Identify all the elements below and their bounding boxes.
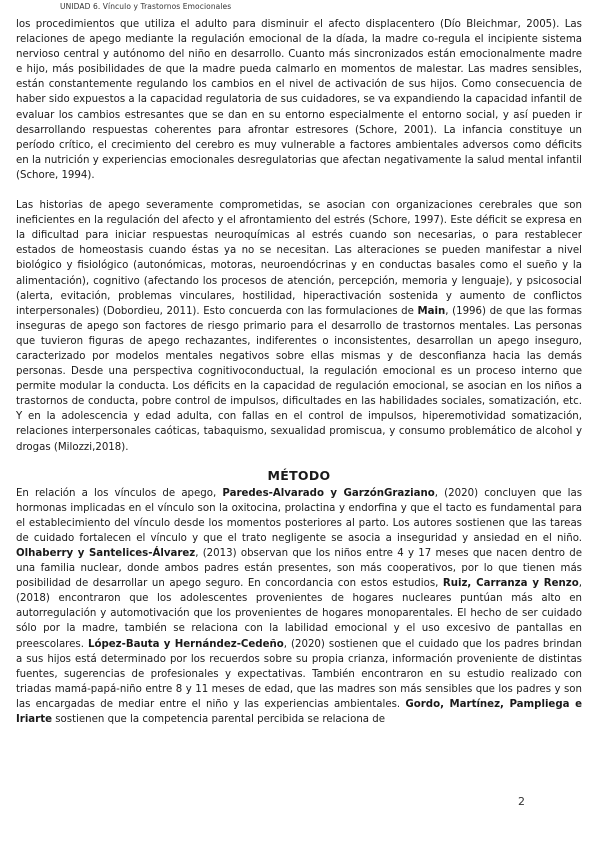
page-number: 2 <box>518 795 525 808</box>
paragraph-text: sostienen que la competencia parental percibida se relaciona de <box>52 714 385 726</box>
author-citation: Main <box>417 305 446 317</box>
document-body <box>16 17 582 727</box>
paragraph-text: , (1996) de que las formas inseguras de apego son factores de riesgo primario para el desarrollo de trastornos mentales. Las personas que tuvieron figuras de apego rechazantes, indiferentes o inconsistentes, desarrollan un apego inseguro, caracterizado por modelos mentales negativos sobre ellas mismas y de desconfianza hacia las demás personas. Desde una perspectiva cognitivoconductual, la regulación emocional es un proceso interno que permite modular la conducta. Los déficits en la capacidad de regulación emocional, se asocian en los niños a trastornos de conducta, pobre control de impulsos, dificultades en las habilidades sociales, somatización, etc. Y en la adolescencia y edad adulta, con fallas en el control de impulsos, hiperemotividad somatización, relaciones interpersonales caóticas, tabaquismo, sexualidad promiscua, y consumo problemático de alcohol y drogas (Milozzi,2018). <box>16 305 582 453</box>
paragraph-text: Las historias de apego severamente comprometidas, se asocian con organizaciones cerebrales que son ineficientes en la regulación del afecto y el afrontamiento del estrés (Schore, 1997). Este déficit se expresa en la dificultad para iniciar respuestas neuroquímicas al estrés cuando son necesarias, o para restablecer estados de homeostasis cuando éstas ya no se necesitan. Las alteraciones se pueden manifestar a nivel biológico y fisiológico (autonómicas, motoras, neuroendócrinas y en conductas basales como el sueño y la alimentación), cognitivo (afectando los procesos de atención, percepción, memoria y lenguaje), y psicosocial (alerta, evitación, problemas vinculares, hostilidad, hiperactivación sostenida y aumento de conflictos interpersonales) (Dobordieu, 2011). Esto concuerda con las formulaciones de <box>16 200 582 317</box>
paragraph-regulation: los procedimientos que utiliza el adulto para disminuir el afecto displacentero (Dío Bleichmar, 2005). Las relaciones de apego mediante la regulación emocional de la díada, la madre co-regula el incipiente sistema nervioso central y autónomo del niño en desarrollo. Cuanto más sincronizados están emocionalmente madre e hijo, más posibilidades de que la madre pueda calmarlo en momentos de malestar. Las madres sensibles, están constantemente regulando los cambios en el nivel de activación de sus hijos. Como consecuencia de haber sido expuestos a la capacidad regulatoria de sus cuidadores, se va expandiendo la capacidad infantil de evaluar los cambios estresantes que se dan en su entorno especialmente el entorno social, y así pueden ir desarrollando respuestas coherentes para afrontar estresores (Schore, 2001). La infancia constituye un período crítico, el crecimiento del cerebro es muy vulnerable a factores ambientales adversos como déficits en la nutrición y experiencias emocionales desregulatorias que afectan negativamente la salud mental infantil (Schore, 1994). <box>16 19 582 181</box>
paragraph-text: , (2013) observan que los niños entre 4 y 17 meses que nacen dentro de una familia nuclear, donde ambos padres están presentes, son más cooperativos, por lo que tienen más posibilidad de desarrollar un apego seguro. En concordancia con estos estudios, <box>16 548 582 590</box>
author-citation: López-Bauta y Hernández-Cedeño <box>87 638 284 650</box>
author-citation: Ruiz, Carranza y Renzo <box>442 578 579 590</box>
paragraph-text: , (2020) concluyen que las hormonas implicadas en el vínculo son la oxitocina, prolactina y endorfina y que el tacto es fundamental para el establecimiento del vínculo desde los momentos posteriores al parto. Los autores sostienen que las tareas de cuidado fortalecen el vínculo y que el trato negligente se asocia a inseguridad y ansiedad en el niño. <box>16 487 583 544</box>
paragraph-attachment-history <box>16 198 582 455</box>
author-citation: Olhaberry y Santelices-Álvarez <box>16 548 196 559</box>
paragraph-text: En relación a los vínculos de apego, <box>16 487 223 499</box>
paragraph-text: , (2020) sostienen que el cuidado que los padres brindan a sus hijos está determinado por los recuerdos sobre su propia crianza, información proveniente de distintas fuentes, sugerencias de profesionales y expectativas. También encontraron en su estudio realizado con triadas mamá-papá-niño entre 8 y 11 meses de edad, que las madres son más sensibles que los padres y son las encargadas de mediar entre el niño y las experiencias ambientales. <box>16 638 582 710</box>
author-citation: Gordo, Martínez, Pampliega e Iriarte <box>16 698 582 726</box>
running-header: UNIDAD 6. Vínculo y Trastornos Emocionales <box>60 2 232 11</box>
paragraph-text: , (2018) encontraron que los adolescentes provenientes de hogares nucleares puntúan más alto en autorregulación y automotivación que los provenientes de hogares monoparentales. El hecho de ser cuidado sólo por la madre, también se relaciona con la labilidad emocional y el uso excesivo de pantallas en preescolares. <box>16 578 582 650</box>
author-citation: Paredes-Alvarado y GarzónGraziano <box>222 487 435 499</box>
section-heading: MÉTODO <box>267 467 331 483</box>
paragraph-method <box>16 486 582 728</box>
